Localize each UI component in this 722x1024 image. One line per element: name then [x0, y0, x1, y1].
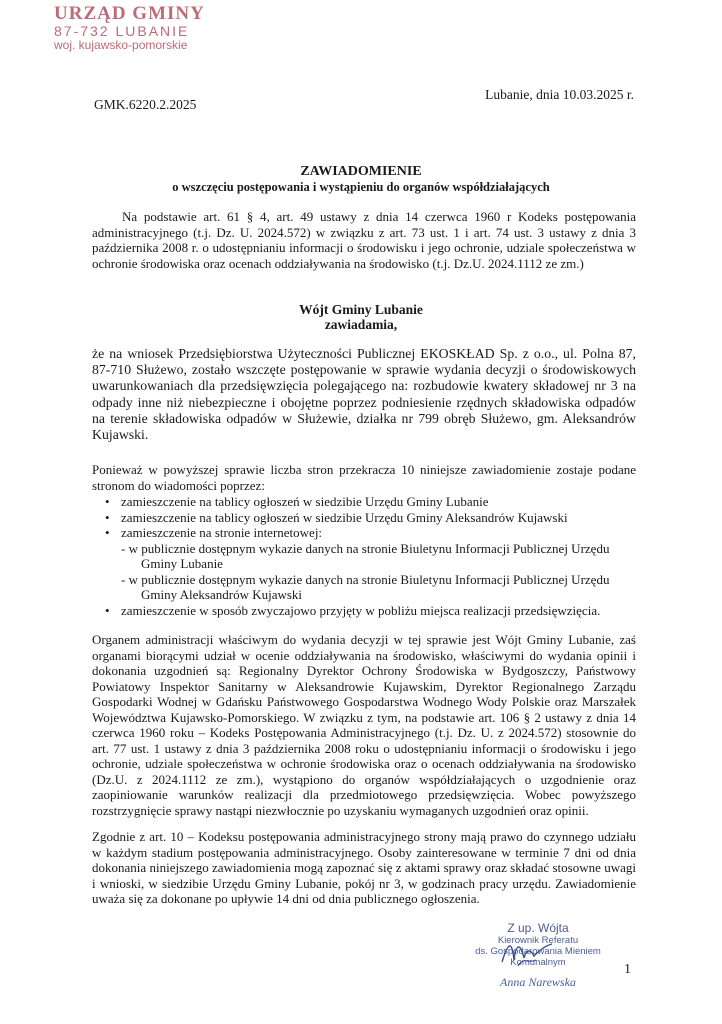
stamp-line-2: 87-732 LUBANIE	[54, 22, 190, 39]
list-item: • zamieszczenie na tablicy ogłoszeń w siedzibie Urzędu Gminy Lubanie	[105, 494, 489, 509]
competent-authority-paragraph: Organem administracji właściwym do wydania decyzji w tej sprawie jest Wójt Gminy Lubanie, zaś organami biorącymi udział w ocenie oddziaływania na środowisko, właściwymi do wydania opinii i dokonania uzgodnień są: Regionalny Dyrektor Ochrony Środowiska w Bydgoszczy, Państwowy Powiatowy Inspektor Sanitarny w Aleksandrowie Kujawskim, Dyrektor Regionalnego Zarządu Gospodarki Wodnej w Gdańsku Państwowego Gospodarstwa Wodnego Wody Polskie oraz Marszałek Województwa Kujawsko-Pomorskiego. W związku z tym, na podstawie art. 106 § 2 ustawy z dnia 14 czerwca 1960 roku – Kodeks Postępowania Administracyjnego (t.j. Dz. U. z 2024.572) stosownie do art. 77 ust. 1 ustawy z dnia 3 października 2008 roku o udostępnianiu informacji o środowisku i jego ochronie, udziale społeczeństwa w ochronie środowiska oraz o ocenach oddziaływania na środowisko (Dz.U. z 2024.1112 ze zm.), wystąpiono do organów współdziałających o uzgodnienie oraz zaopiniowanie warunków realizacji dla przedmiotowego przedsięwzięcia. Wobec powyższego rozstrzygnięcie sprawy nastąpi niezwłocznie po uzyskaniu wymaganych uzgodnień oraz opinii.	[92, 632, 636, 818]
bullet-icon: •	[105, 602, 110, 618]
party-rights-paragraph: Zgodnie z art. 10 – Kodeksu postępowania administracyjnego strony mają prawo do czynnego udziału w każdym stadium postępowania administracyjnego. Osoby zainteresowane w terminie 7 dni od dnia dokonania niniejszego zawiadomienia mogą zapoznać się z aktami sprawy oraz składać stosowne uwagi i wnioski, w siedzibie Urzędu Gminy Lubanie, pokój nr 3, w godzinach pracy urzędu. Zawiadomienie uważa się za dokonane po upływie 14 dni od dnia publicznego ogłoszenia.	[92, 829, 636, 906]
publication-methods-list	[92, 494, 636, 618]
authority-name: Wójt Gminy Lubanie	[299, 302, 423, 317]
bullet-icon: •	[105, 525, 110, 540]
publication-intro: Ponieważ w powyższej sprawie liczba stron przekracza 10 niniejsze zawiadomienie zostaje podane stronom do wiadomości poprzez:	[92, 462, 636, 493]
list-item: • zamieszczenie na stronie internetowej: - w publicznie dostępnym wykazie danych na stronie Biuletynu Informacji Publicznej Urzędu Gminy Lubanie - w publicznie dostępnym wykazie danych na stronie Biuletynu Informacji Publicznej Urzędu Gminy Aleksandrów Kujawski	[92, 525, 636, 603]
document-title: ZAWIADOMIENIE	[300, 164, 422, 179]
legal-basis-paragraph: Na podstawie art. 61 § 4, art. 49 ustawy z dnia 14 czerwca 1960 r Kodeks postępowania administracyjnego (t.j. Dz. U. 2024.572) w związku z art. 73 ust. 1 i art. 74 ust. 3 ustawy z dnia 3 października 2008 r. o udostępnianiu informacji o środowisku i jego ochronie, udziale społeczeństwa w ochronie środowiska oraz ocenach oddziaływania na środowisko (t.j. Dz.U. 2024.1112 ze zm.)	[92, 209, 636, 271]
sublist-item: - w publicznie dostępnym wykazie danych na stronie Biuletynu Informacji Publicznej Urzędu Gminy Lubanie	[121, 540, 610, 571]
page-number: 1	[624, 962, 631, 977]
signature-line-1: Z up. Wójta	[507, 921, 569, 935]
document-subtitle: o wszczęciu postępowania i wystąpieniu do organów współdziałających	[172, 180, 550, 194]
handwritten-signature	[498, 936, 558, 970]
authority-verb: zawiadamia,	[324, 317, 398, 332]
bullet-icon: •	[105, 509, 110, 525]
notice-paragraph: że na wniosek Przedsiębiorstwa Użyteczności Publicznej EKOSKŁAD Sp. z o.o., ul. Polna 87, 87-710 Służewo, zostało wszczęte postępowanie w sprawie wydania decyzji o środowiskowych uwarunkowaniach dla przedsięwzięcia polegającego na: rozbudowie kwatery składowej nr 3 na odpady inne niż niebezpieczne i obojętne poprzez podniesienie rzędnych składowiska odpadów na terenie składowiska odpadów w Służewie, działka nr 799 obręb Służewo, gm. Aleksandrów Kujawski.	[92, 346, 636, 443]
signature-line-3: ds. Gospodarowania Mieniem Komunalnym	[475, 946, 601, 968]
stamp-line-1: URZĄD GMINY	[54, 3, 205, 24]
bullet-icon: •	[105, 494, 110, 509]
website-sublist	[121, 541, 636, 603]
stamp-line-3: woj. kujawsko-pomorskie	[54, 37, 188, 52]
case-reference: GMK.6220.2.2025	[94, 97, 197, 112]
sublist-item: - w publicznie dostępnym wykazie danych na stronie Biuletynu Informacji Publicznej Urzędu Gminy Aleksandrów Kujawski	[121, 571, 610, 602]
place-and-date: Lubanie, dnia 10.03.2025 r.	[485, 87, 634, 102]
office-stamp	[54, 4, 205, 51]
signatory-name: Anna Narewska	[500, 975, 576, 989]
list-item: • zamieszczenie w sposób zwyczajowo przyjęty w pobliżu miejsca realizacji przedsięwzięcia.	[105, 602, 601, 618]
list-item: • zamieszczenie na tablicy ogłoszeń w siedzibie Urzędu Gminy Aleksandrów Kujawski	[105, 509, 568, 525]
signature-line-2: Kierownik Referatu	[497, 935, 579, 946]
